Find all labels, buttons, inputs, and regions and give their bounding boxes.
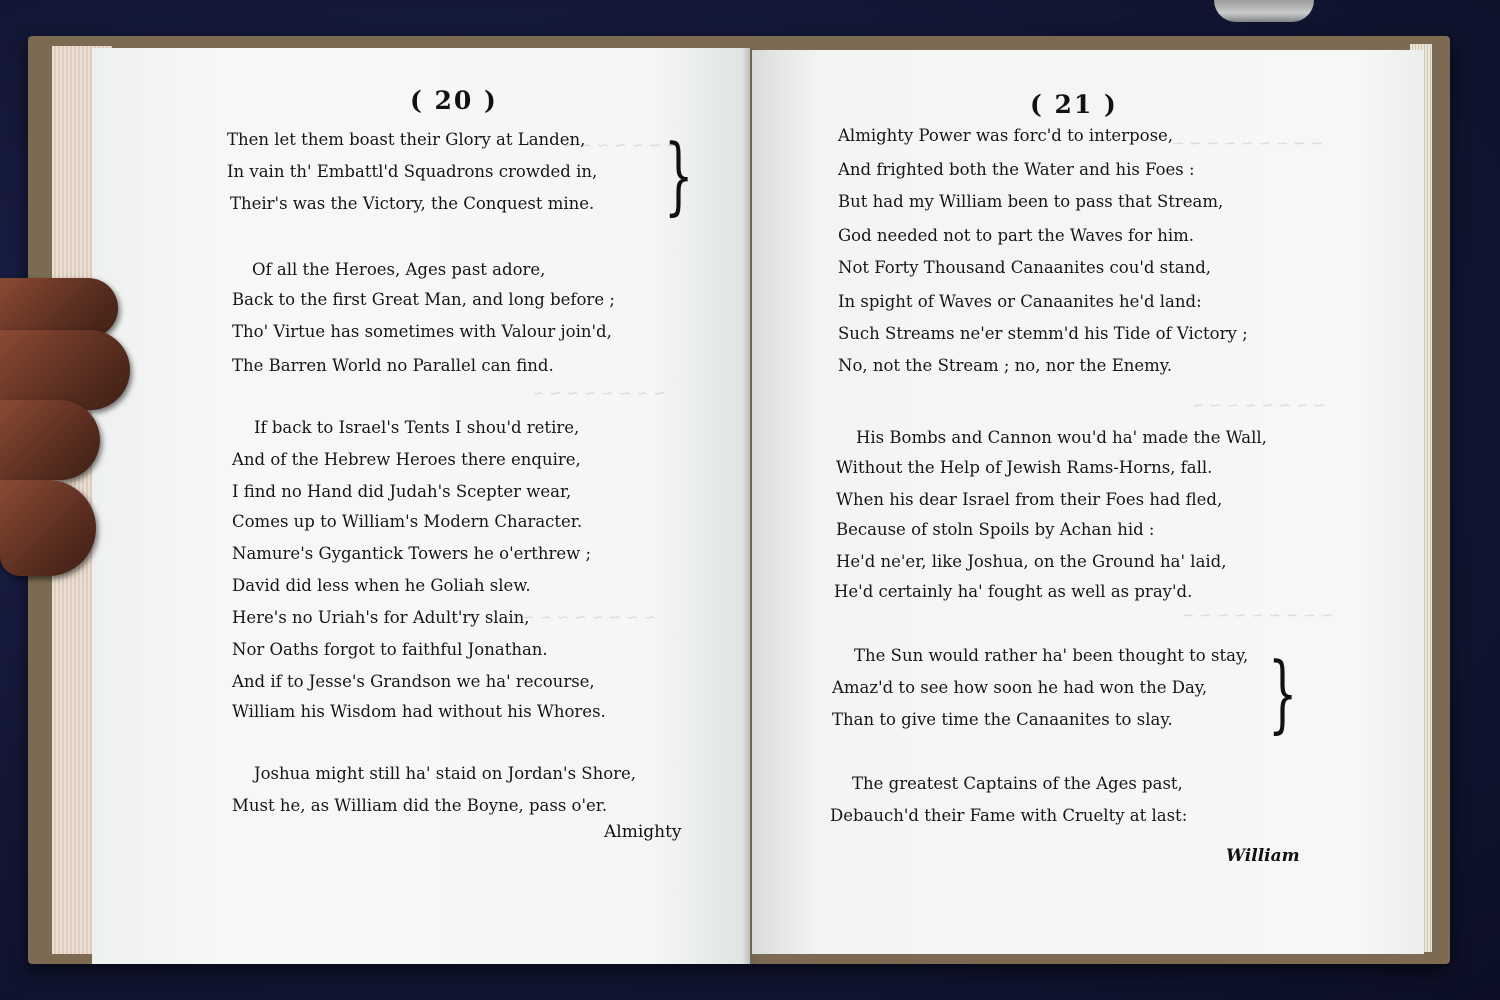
verse-line: His Bombs and Cannon wou'd ha' made the Wall,	[856, 428, 1267, 447]
verse-line: Tho' Virtue has sometimes with Valour join'd,	[232, 322, 612, 341]
verse-line: Because of stoln Spoils by Achan hid :	[836, 520, 1155, 539]
brace-mark: }	[664, 126, 694, 224]
verse-line: William his Wisdom had without his Whores.	[232, 702, 606, 721]
verse-line: Nor Oaths forgot to faithful Jonathan.	[232, 640, 548, 659]
verse-line: Must he, as William did the Boyne, pass o'er.	[232, 796, 608, 815]
metal-weight	[1214, 0, 1314, 22]
verse-line: Of all the Heroes, Ages past adore,	[252, 260, 546, 279]
verse-line: Then let them boast their Glory at Landen,	[227, 130, 586, 149]
verse-line: Such Streams ne'er stemm'd his Tide of Victory ;	[838, 324, 1248, 343]
show-through-text: ~ ~ ~ ~ ~ ~ ~	[562, 136, 679, 154]
verse-line: Namure's Gygantick Towers he o'erthrew ;	[232, 544, 592, 563]
verse-line: No, not the Stream ; no, nor the Enemy.	[838, 356, 1173, 375]
page-holder-clip	[0, 330, 130, 410]
verse-line: Without the Help of Jewish Rams-Horns, fall.	[836, 458, 1213, 477]
verse-line: But had my William been to pass that Stream,	[838, 192, 1224, 211]
verse-line: I find no Hand did Judah's Scepter wear,	[232, 482, 572, 501]
verse-line: The Barren World no Parallel can find.	[232, 356, 554, 375]
right-page	[752, 50, 1424, 954]
verse-line: In vain th' Embattl'd Squadrons crowded in,	[227, 162, 598, 181]
verse-line: Than to give time the Canaanites to slay.	[832, 710, 1173, 729]
page-number: ( 21 )	[1030, 90, 1118, 119]
verse-line: And of the Hebrew Heroes there enquire,	[232, 450, 581, 469]
verse-line: Not Forty Thousand Canaanites cou'd stand,	[838, 258, 1212, 277]
page-holder-clip	[0, 278, 118, 338]
verse-line: Almighty Power was forc'd to interpose,	[838, 126, 1174, 145]
verse-line: In spight of Waves or Canaanites he'd land:	[838, 292, 1202, 311]
show-through-text: ~ ~ ~ ~ ~ ~ ~ ~ ~	[1182, 606, 1334, 624]
verse-line: The Sun would rather ha' been thought to stay,	[854, 646, 1249, 665]
brace-mark: }	[1268, 644, 1298, 742]
left-page	[92, 48, 750, 964]
verse-line: Back to the first Great Man, and long before ;	[232, 290, 615, 309]
verse-line: And frighted both the Water and his Foes :	[838, 160, 1195, 179]
verse-line: Their's was the Victory, the Conquest mine.	[230, 194, 595, 213]
verse-line: Amaz'd to see how soon he had won the Day,	[832, 678, 1208, 697]
verse-line: Debauch'd their Fame with Cruelty at last:	[830, 806, 1188, 825]
verse-line: And if to Jesse's Grandson we ha' recourse,	[232, 672, 595, 691]
verse-line: If back to Israel's Tents I shou'd retire,	[254, 418, 580, 437]
show-through-text: ~ ~ ~ ~ ~ ~ ~ ~ ~	[1172, 134, 1324, 152]
verse-line: He'd certainly ha' fought as well as pray'd.	[834, 582, 1193, 601]
verse-line: The greatest Captains of the Ages past,	[852, 774, 1183, 793]
show-through-text: ~ ~ ~ ~ ~ ~ ~ ~	[522, 608, 656, 626]
verse-line: David did less when he Goliah slew.	[232, 576, 531, 595]
show-through-text: ~ ~ ~ ~ ~ ~ ~ ~	[532, 384, 666, 402]
page-number: ( 20 )	[410, 86, 498, 115]
catchword: Almighty	[604, 822, 682, 842]
verse-line: Joshua might still ha' staid on Jordan's Shore,	[254, 764, 637, 783]
verse-line: Comes up to William's Modern Character.	[232, 512, 583, 531]
verse-line: He'd ne'er, like Joshua, on the Ground ha' laid,	[836, 552, 1227, 571]
page-holder-clip	[0, 480, 96, 576]
verse-line: When his dear Israel from their Foes had fled,	[836, 490, 1223, 509]
page-holder-clip	[0, 400, 100, 480]
show-through-text: ~ ~ ~ ~ ~ ~ ~ ~	[1192, 396, 1326, 414]
verse-line: Here's no Uriah's for Adult'ry slain,	[232, 608, 530, 627]
verse-line: God needed not to part the Waves for him.	[838, 226, 1195, 245]
catchword: William	[1226, 846, 1300, 866]
